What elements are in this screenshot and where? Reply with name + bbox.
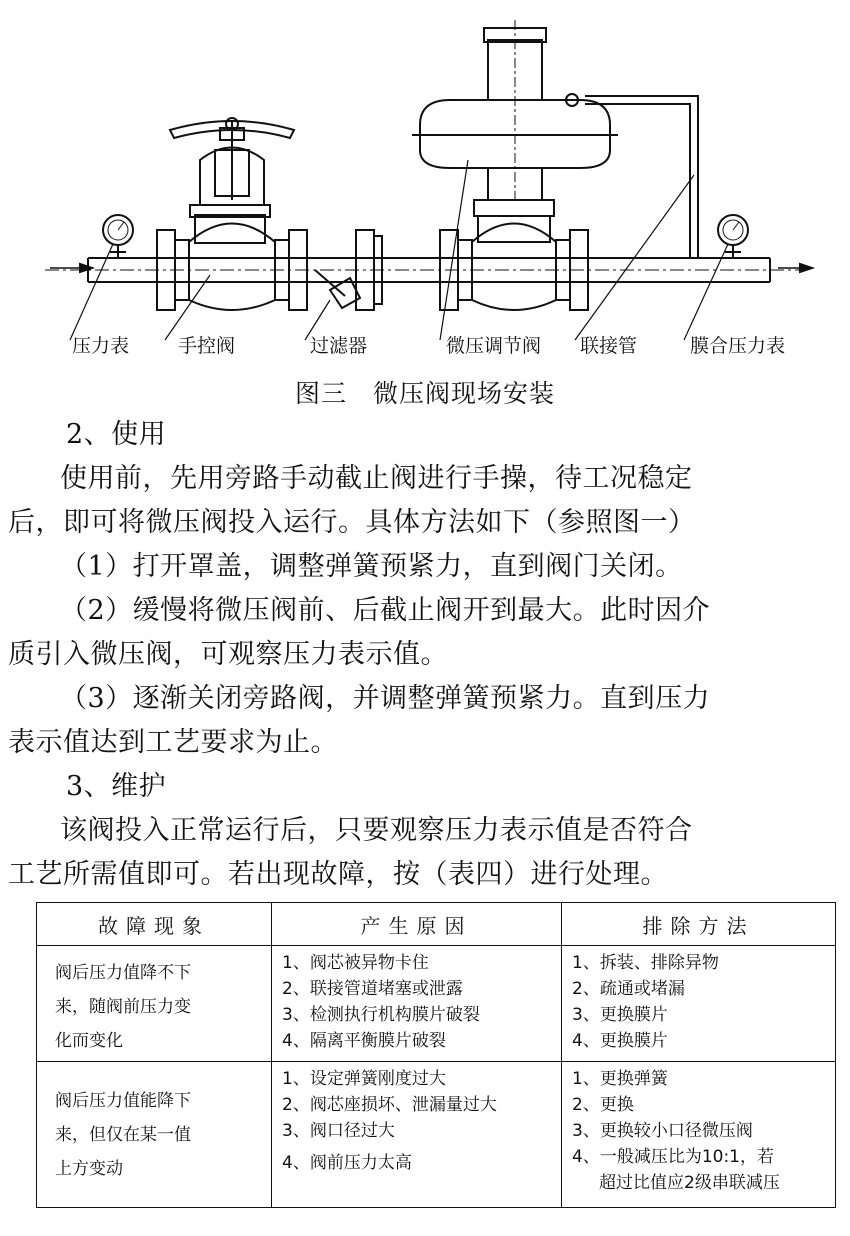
remedy-cell: [562, 946, 836, 1062]
cause-cell: [272, 946, 562, 1062]
figure-caption: 图三 微压阀现场安装: [294, 379, 555, 408]
label-micro-pressure-valve: 微压调节阀: [446, 335, 542, 357]
cause-item: 2、阀芯座损坏、泄漏量过大: [282, 1095, 497, 1115]
step-3-line1: （3）逐渐关闭旁路阀，并调整弹簧预紧力。直到压力: [60, 683, 711, 714]
cause-cell: [272, 1062, 562, 1208]
usage-paragraph-line2: 后，即可将微压阀投入运行。具体方法如下（参照图一）: [8, 507, 696, 538]
label-connecting-pipe: 联接管: [580, 335, 638, 357]
step-2-line2: 质引入微压阀，可观察压力表示值。: [8, 639, 448, 670]
remedy-item: 4、一般减压比为10:1，若: [572, 1147, 774, 1167]
symptom-line: 阀后压力值降不下: [55, 963, 191, 983]
label-pressure-gauge: 压力表: [72, 335, 130, 357]
symptom-line: 上方变动: [55, 1159, 123, 1179]
table-row: [37, 946, 836, 1062]
cause-item: 3、检测执行机构膜片破裂: [282, 1005, 480, 1025]
cause-item: 3、阀口径过大: [282, 1121, 395, 1141]
maintenance-heading: 3、维护: [66, 771, 167, 802]
symptom-line: 来，但仅在某一值: [55, 1125, 191, 1145]
header-remedy: 排除方法: [562, 903, 836, 946]
cause-item: 1、设定弹簧刚度过大: [282, 1069, 446, 1089]
cause-item: 4、阀前压力太高: [282, 1153, 412, 1173]
remedy-cell: [562, 1062, 836, 1208]
header-symptom: 故障现象: [37, 903, 272, 946]
remedy-item: 超过比值应2级串联减压: [599, 1173, 780, 1193]
cause-item: 2、联接管道堵塞或泄露: [282, 979, 463, 999]
remedy-item: 1、拆装、排除异物: [572, 953, 719, 973]
remedy-item: 1、更换弹簧: [572, 1069, 668, 1089]
remedy-item: 4、更换膜片: [572, 1031, 668, 1051]
step-1: （1）打开罩盖，调整弹簧预紧力，直到阀门关闭。: [60, 551, 683, 582]
symptom-cell: [37, 1062, 272, 1208]
symptom-line: 化而变化: [55, 1031, 123, 1051]
label-filter: 过滤器: [310, 335, 368, 357]
step-3-line2: 表示值达到工艺要求为止。: [8, 727, 338, 758]
usage-heading: 2、使用: [66, 419, 167, 450]
table-row: [37, 1062, 836, 1208]
symptom-cell: [37, 946, 272, 1062]
label-manual-valve: 手控阀: [178, 335, 236, 357]
label-diaphragm-gauge: 膜合压力表: [690, 335, 786, 357]
cause-item: 1、阀芯被异物卡住: [282, 953, 429, 973]
symptom-line: 来，随阀前压力变: [55, 997, 191, 1017]
remedy-item: 2、疏通或堵漏: [572, 979, 685, 999]
fault-table: [36, 902, 836, 1208]
table-header-row: [37, 903, 836, 946]
usage-paragraph-line1: 使用前，先用旁路手动截止阀进行手操，待工况稳定: [60, 463, 693, 494]
header-cause: 产生原因: [272, 903, 562, 946]
step-2-line1: （2）缓慢将微压阀前、后截止阀开到最大。此时因介: [60, 595, 711, 626]
symptom-line: 阀后压力值能降下: [55, 1091, 191, 1111]
remedy-item: 3、更换膜片: [572, 1005, 668, 1025]
remedy-item: 2、更换: [572, 1095, 634, 1115]
installation-diagram: [0, 0, 850, 370]
cause-item: 4、隔离平衡膜片破裂: [282, 1031, 446, 1051]
remedy-item: 3、更换较小口径微压阀: [572, 1121, 753, 1141]
maintenance-line1: 该阀投入正常运行后，只要观察压力表示值是否符合: [60, 815, 693, 846]
maintenance-line2: 工艺所需值即可。若出现故障，按（表四）进行处理。: [8, 859, 668, 890]
